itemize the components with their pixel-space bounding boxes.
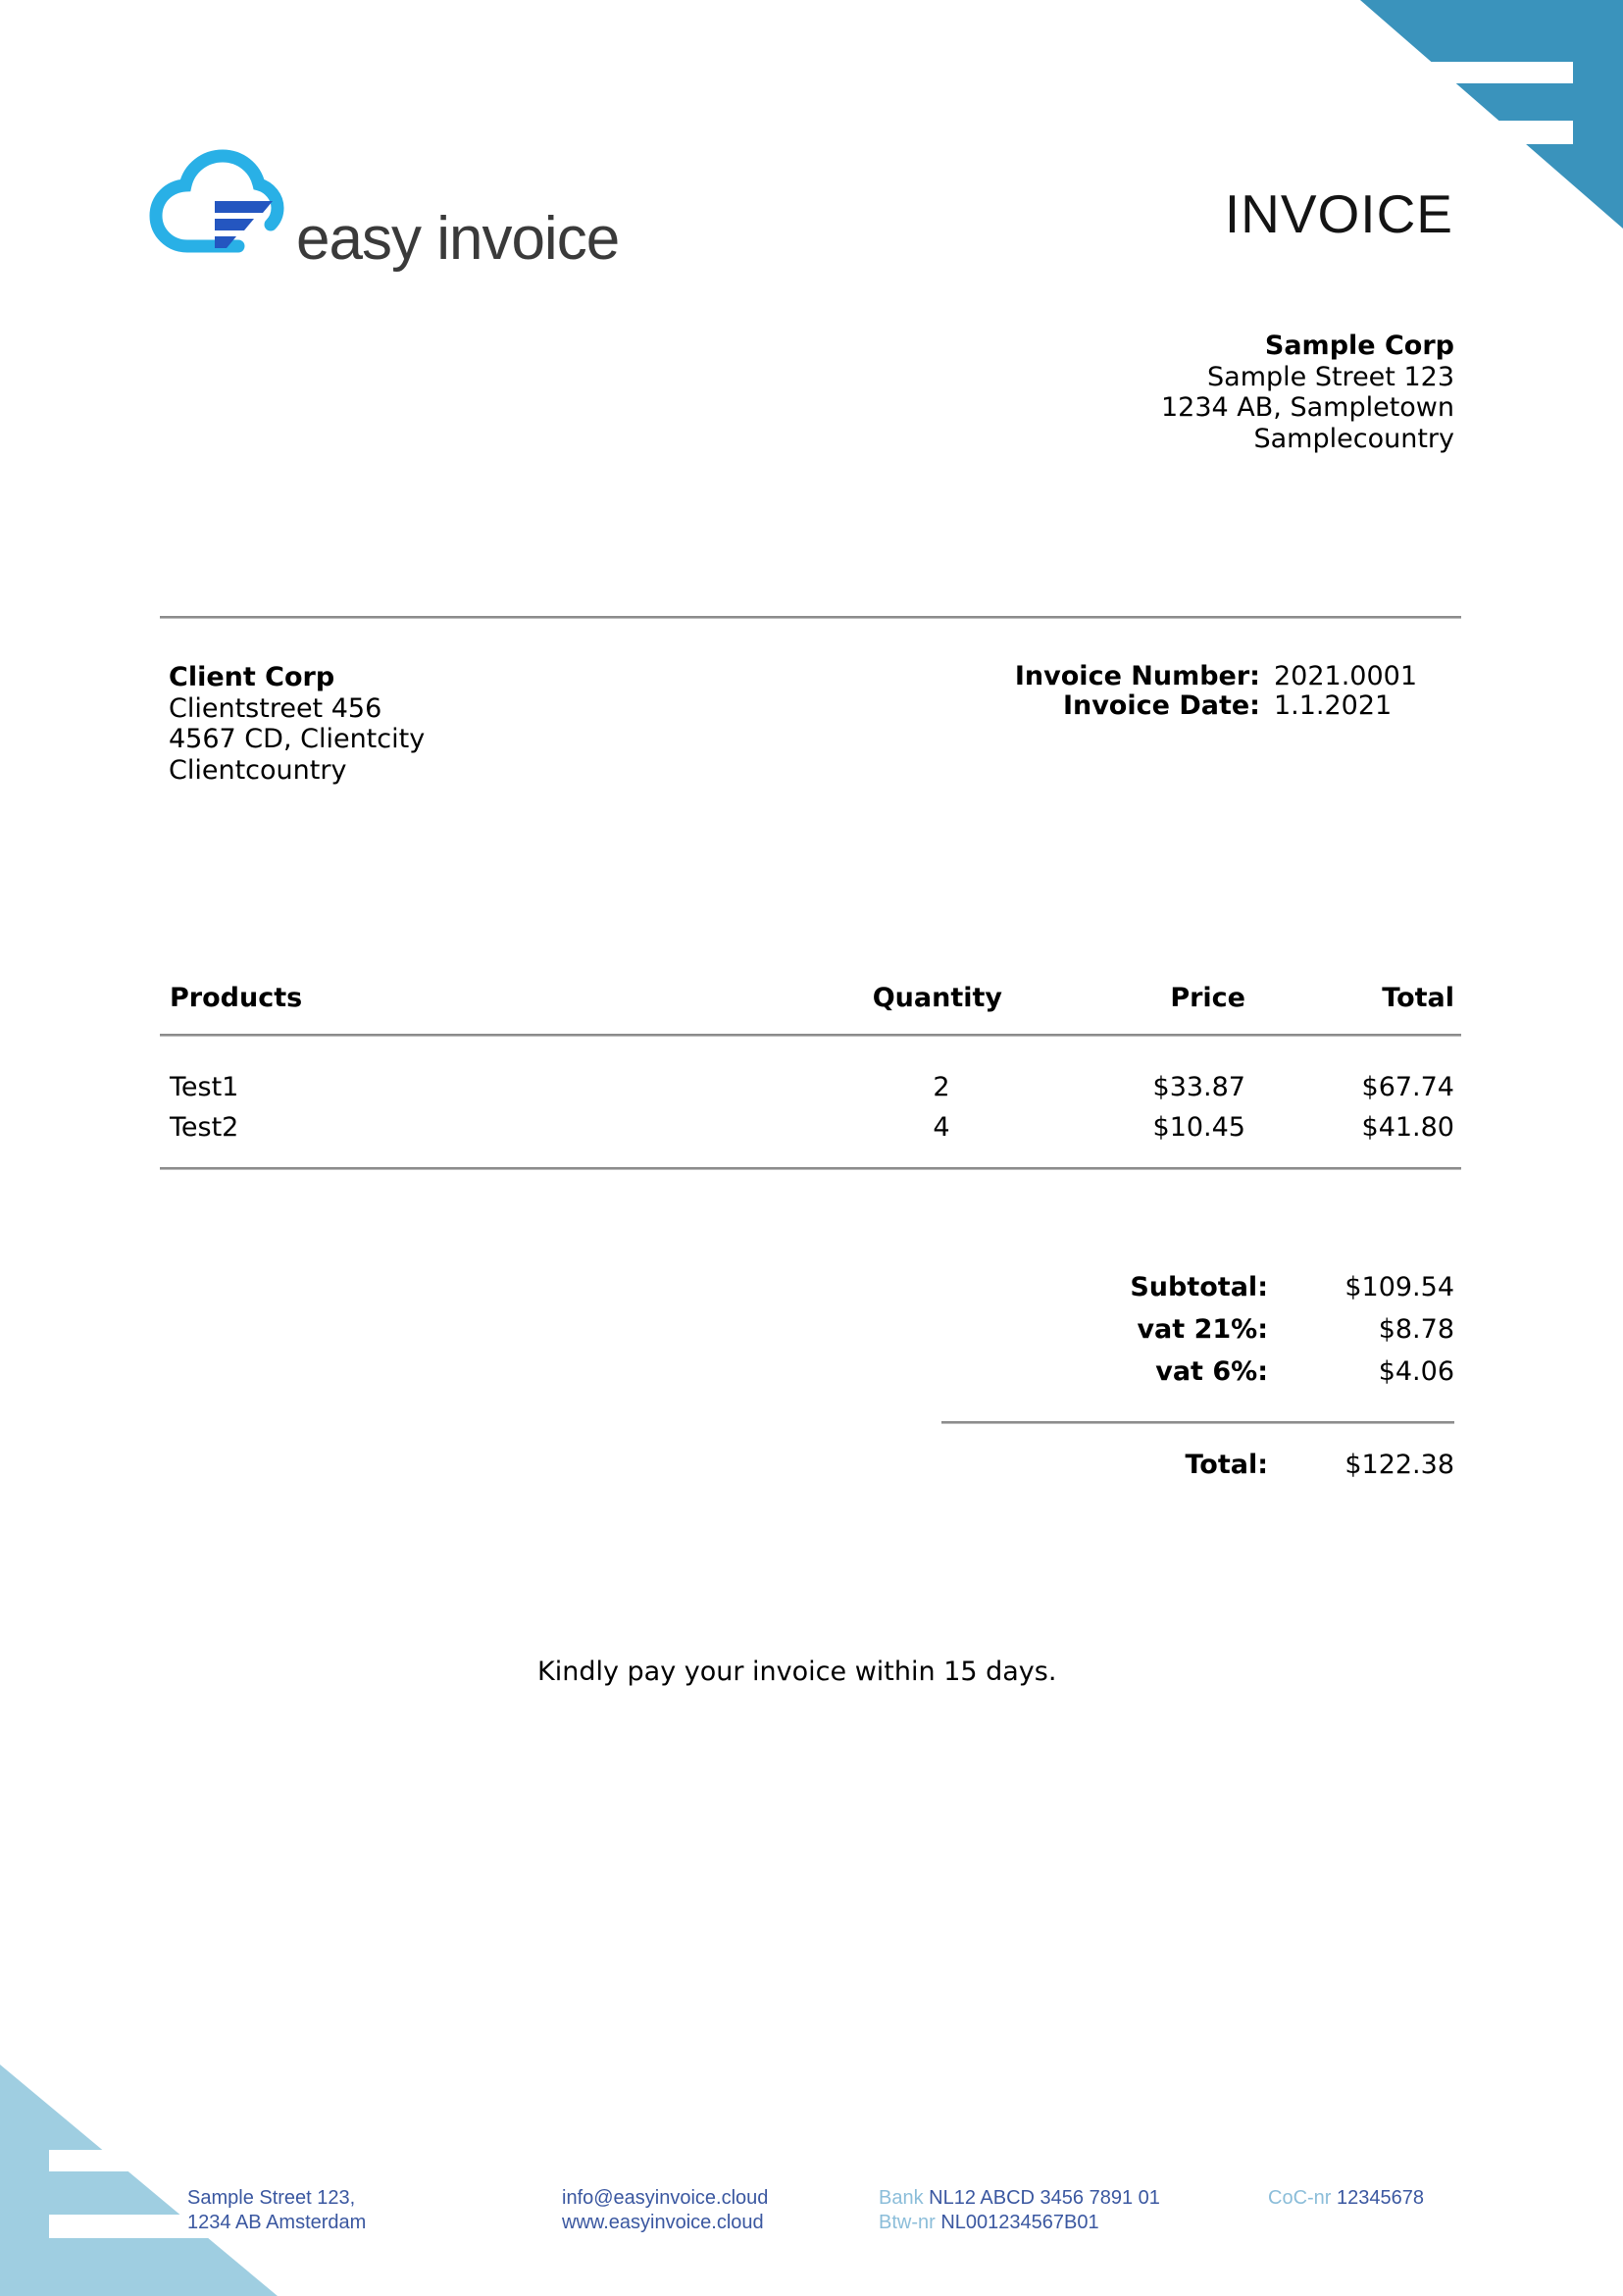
table-row-price: $10.45	[1152, 1112, 1245, 1143]
footer-bank-line	[879, 2186, 1160, 2211]
table-row-total: $67.74	[1361, 1072, 1454, 1102]
footer-website: www.easyinvoice.cloud	[562, 2212, 764, 2233]
invoice-meta-block	[1015, 662, 1417, 721]
footer-coc-info	[1268, 2186, 1424, 2211]
invoice-date-label: Invoice Date:	[1062, 690, 1260, 721]
logo-wordmark: easy invoice	[296, 205, 620, 273]
footer-contact	[562, 2186, 768, 2235]
vat21-label: vat 21%:	[1137, 1314, 1268, 1345]
sender-name: Sample Corp	[1264, 331, 1454, 361]
total-label: Total:	[1185, 1450, 1268, 1480]
subtotal-label: Subtotal:	[1130, 1272, 1268, 1302]
client-name: Client Corp	[169, 662, 335, 692]
vat6-label: vat 6%:	[1155, 1356, 1268, 1387]
column-header-products: Products	[170, 983, 303, 1013]
vat6-value: $4.06	[1378, 1356, 1454, 1387]
totals-divider	[941, 1421, 1454, 1424]
bank-label: Bank	[879, 2187, 924, 2209]
client-city: 4567 CD, Clientcity	[169, 724, 426, 754]
client-address-block	[169, 662, 425, 786]
table-header-divider	[160, 1034, 1461, 1037]
total-value: $122.38	[1344, 1450, 1454, 1480]
page-title: INVOICE	[1224, 183, 1453, 244]
sender-city: 1234 AB, Sampletown	[1161, 392, 1454, 423]
table-row-product-name: Test1	[170, 1072, 239, 1102]
column-header-price: Price	[1170, 983, 1245, 1013]
footer-coc-line	[1268, 2186, 1424, 2211]
table-row-total: $41.80	[1361, 1112, 1454, 1143]
table-row-quantity: 4	[933, 1112, 950, 1143]
sender-address-block	[1161, 331, 1454, 454]
table-row-quantity: 2	[933, 1072, 950, 1102]
coc-label: CoC-nr	[1268, 2187, 1332, 2209]
table-row-price: $33.87	[1152, 1072, 1245, 1102]
client-street: Clientstreet 456	[169, 692, 382, 724]
payment-note: Kindly pay your invoice within 15 days.	[537, 1657, 1057, 1687]
coc-value: 12345678	[1337, 2187, 1424, 2209]
table-bottom-divider	[160, 1167, 1461, 1170]
bank-value: NL12 ABCD 3456 7891 01	[929, 2187, 1160, 2209]
btw-label: Btw-nr	[879, 2212, 936, 2233]
footer-address-line1: Sample Street 123,	[187, 2187, 356, 2209]
footer-email: info@easyinvoice.cloud	[562, 2187, 769, 2209]
invoice-number-label: Invoice Number:	[1014, 661, 1260, 691]
footer-address	[187, 2186, 366, 2235]
footer-bank-info	[879, 2186, 1160, 2235]
column-header-quantity: Quantity	[872, 983, 1002, 1013]
invoice-number-value: 2021.0001	[1273, 661, 1417, 691]
client-country: Clientcountry	[169, 754, 347, 786]
subtotal-value: $109.54	[1344, 1272, 1454, 1302]
vat21-value: $8.78	[1378, 1314, 1454, 1345]
sender-street: Sample Street 123	[1207, 361, 1454, 392]
footer-address-line2: 1234 AB Amsterdam	[187, 2212, 367, 2233]
corner-decoration-bottom-left	[0, 2031, 294, 2296]
section-divider-top	[160, 616, 1461, 619]
column-header-total: Total	[1382, 983, 1454, 1013]
invoice-date-value: 1.1.2021	[1273, 690, 1393, 721]
btw-value: NL001234567B01	[940, 2212, 1099, 2233]
table-row-product-name: Test2	[170, 1112, 239, 1143]
sender-country: Samplecountry	[1253, 423, 1454, 454]
cloud-logo-icon	[142, 149, 287, 269]
footer-btw-line	[879, 2211, 1160, 2235]
